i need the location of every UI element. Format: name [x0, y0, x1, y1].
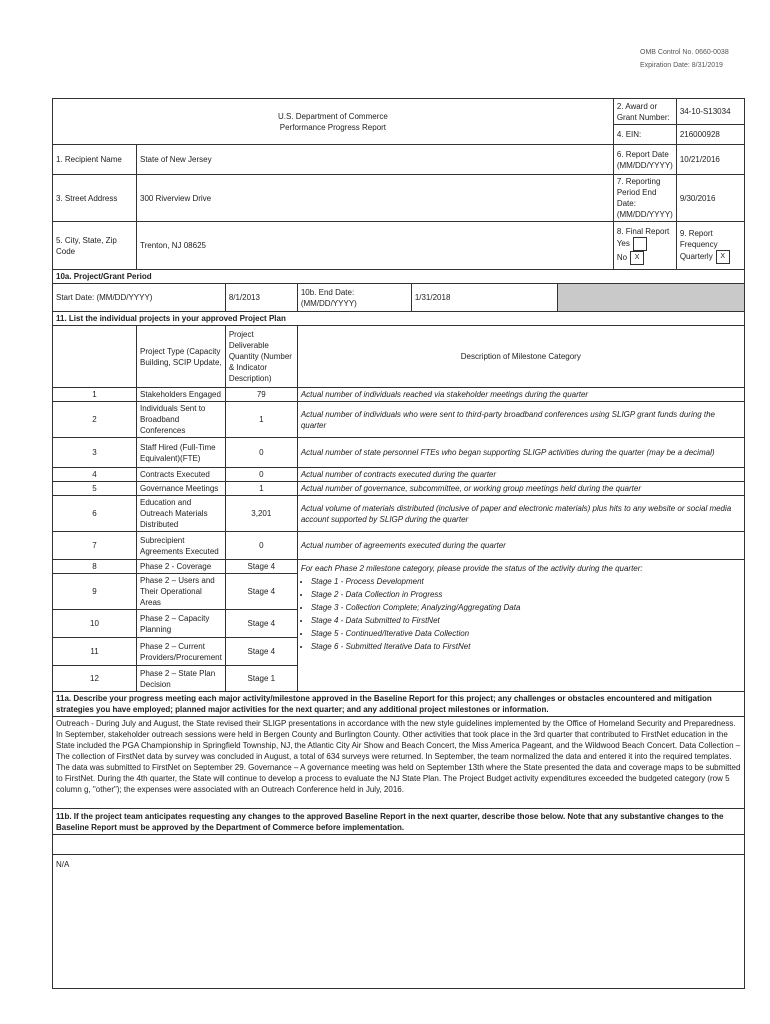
stage-item: • Stage 6 - Submitted Iterative Data to FirstNet	[311, 641, 741, 652]
project-number: 9	[53, 574, 137, 610]
project-type: Subrecipient Agreements Executed	[137, 532, 226, 560]
table-row	[53, 482, 745, 496]
project-number: 3	[53, 438, 137, 468]
section-11b-title: 11b. If the project team anticipates requesting any changes to the approved Baseline Report in the next quarter, describe those below. Note that any substantive changes to the Baseline Report must be approved by the Department of Commerce before implementation.	[53, 809, 745, 835]
grant-period-label: 10a. Project/Grant Period	[53, 270, 745, 284]
ein-value: 216000928	[676, 125, 744, 145]
department-name: U.S. Department of Commerce	[278, 111, 388, 121]
project-type: Governance Meetings	[137, 482, 226, 496]
report-frequency	[676, 222, 744, 270]
project-number: 1	[53, 388, 137, 402]
project-description: Actual number of governance, subcommittee, or working group meetings held during the quarter	[297, 482, 744, 496]
project-description: Actual number of individuals who were sent to third-party broadband conferences using SLIGP grant funds during the quarter	[297, 402, 744, 438]
phase2-intro: For each Phase 2 milestone category, please provide the status of the activity during the quarter:	[300, 564, 643, 573]
no-label: No	[616, 253, 628, 263]
start-date-label: Start Date: (MM/DD/YYYY)	[53, 284, 226, 312]
project-number: 4	[53, 468, 137, 482]
ein-label: 4. EIN:	[613, 125, 676, 145]
project-type: Contracts Executed	[137, 468, 226, 482]
stage-item: • Stage 4 - Data Submitted to FirstNet	[311, 615, 741, 626]
project-quantity: 1	[225, 402, 297, 438]
phase2-description	[297, 560, 744, 692]
project-quantity: 3,201	[225, 496, 297, 532]
report-header	[53, 99, 614, 145]
recipient-name-value: State of New Jersey	[137, 145, 614, 175]
street-address-label: 3. Street Address	[53, 175, 137, 222]
stage-item: • Stage 2 - Data Collection in Progress	[311, 589, 741, 600]
stage-item: • Stage 3 - Collection Complete; Analyzing/Aggregating Data	[311, 602, 741, 613]
project-number: 6	[53, 496, 137, 532]
section-11b-body: N/A	[53, 855, 745, 989]
reporting-period-label: 7. Reporting Period End Date: (MM/DD/YYYY)	[613, 175, 676, 222]
final-report-label: 8. Final Report	[616, 227, 670, 236]
section-11-title: 11. List the individual projects in your approved Project Plan	[53, 312, 745, 326]
project-number: 10	[53, 610, 137, 638]
section-11a-title: 11a. Describe your progress meeting each major activity/milestone approved in the Baseline Report for this project; any challenges or obstacles encountered and mitigation strategies you have employed; planned major activities for the next quarter; and any additional project milestones or information.	[53, 692, 745, 717]
project-description: Actual number of individuals reached via stakeholder meetings during the quarter	[297, 388, 744, 402]
project-type: Stakeholders Engaged	[137, 388, 226, 402]
city-state-zip-value: Trenton, NJ 08625	[137, 222, 614, 270]
project-quantity: 79	[225, 388, 297, 402]
table-row	[53, 532, 745, 560]
award-number-label: 2. Award or Grant Number:	[613, 99, 676, 125]
project-type: Phase 2 – Capacity Planning	[137, 610, 226, 638]
project-description: Actual number of state personnel FTEs who began supporting SLIGP activities during the quarter (may be a decimal)	[297, 438, 744, 468]
project-type-header: Project Type (Capacity Building, SCIP Update,	[137, 326, 226, 388]
project-type: Phase 2 – Current Providers/Procurement	[137, 638, 226, 666]
report-frequency-label: 9. Report Frequency	[679, 228, 718, 249]
final-report	[613, 222, 676, 270]
project-description: Actual number of contracts executed during the quarter	[297, 468, 744, 482]
project-type: Phase 2 – Users and Their Operational Areas	[137, 574, 226, 610]
project-quantity: 1	[225, 482, 297, 496]
street-address-value: 300 Riverview Drive	[137, 175, 614, 222]
project-quantity: Stage 4	[225, 574, 297, 610]
city-state-zip-label: 5. City, State, Zip Code	[53, 222, 137, 270]
table-row	[53, 496, 745, 532]
quarterly-checkbox[interactable]: X	[716, 250, 730, 264]
project-quantity: Stage 4	[225, 560, 297, 574]
omb-info	[640, 46, 729, 72]
table-row	[53, 402, 745, 438]
omb-control: OMB Control No. 0660-0038	[640, 49, 729, 56]
milestone-description-header: Description of Milestone Category	[297, 326, 744, 388]
shaded-area	[557, 284, 744, 312]
project-type: Education and Outreach Materials Distributed	[137, 496, 226, 532]
project-number: 7	[53, 532, 137, 560]
omb-expiration: Expiration Date: 8/31/2019	[640, 62, 723, 69]
project-type: Phase 2 - Coverage	[137, 560, 226, 574]
report-date-value: 10/21/2016	[676, 145, 744, 175]
table-row	[53, 468, 745, 482]
start-date-value-cell	[225, 284, 297, 312]
project-type: Individuals Sent to Broadband Conferences	[137, 402, 226, 438]
project-type: Phase 2 – State Plan Decision	[137, 666, 226, 692]
end-date-label: 10b. End Date: (MM/DD/YYYY)	[297, 284, 411, 312]
start-date: 8/1/2013	[228, 293, 260, 302]
frequency-value: Quarterly	[679, 251, 713, 261]
section-11b-spacer	[53, 835, 745, 855]
project-number: 8	[53, 560, 137, 574]
stage-item: • Stage 1 - Process Development	[311, 576, 741, 587]
project-number-header	[53, 326, 137, 388]
project-quantity: Stage 1	[225, 666, 297, 692]
report-title: Performance Progress Report	[279, 122, 387, 132]
project-quantity: 0	[225, 532, 297, 560]
yes-checkbox[interactable]	[633, 237, 647, 251]
stage-item: • Stage 5 - Continued/Iterative Data Collection	[311, 628, 741, 639]
project-quantity: Stage 4	[225, 610, 297, 638]
reporting-period-value: 9/30/2016	[676, 175, 744, 222]
project-quantity: 0	[225, 438, 297, 468]
end-date-value: 1/31/2018	[411, 284, 557, 312]
table-row	[53, 438, 745, 468]
table-row	[53, 388, 745, 402]
award-number-value: 34-10-S13034	[676, 99, 744, 125]
project-description: Actual volume of materials distributed (inclusive of paper and electronic materials) plus hits to any website or social media account supported by SLIGP during the quarter	[297, 496, 744, 532]
project-number: 11	[53, 638, 137, 666]
report-date-label: 6. Report Date (MM/DD/YYYY)	[613, 145, 676, 175]
recipient-name-label: 1. Recipient Name	[53, 145, 137, 175]
section-11a-body: Outreach - During July and August, the State revised their SLIGP presentations in accordance with the new style guidelines implemented by the Office of Homeland Security and Preparedness. In September, stakeholder outreach sessions were held in Bergen County and Burlington County. Other activities that took place in the 3rd quarter that contributed to FirstNet education in the State included the PGA Championship in Springfield Township, NJ, the Atlantic City Air Show and Beach Concert, the Miss America Pageant, and the Wildwood Beach Concert. Data Collection – The collection of FirstNet data by survey was concluded in August, a total of 634 surveys were returned. In September, the team normalized the data and entered it into the required templates. The data was submitted to FirstNet on September 29. Governance – A governance meeting was held on September 13th where the State presented the data and coverage maps to be submitted to FirstNet. During the 4th quarter, the State will continue to develop a process to evaluate the NJ State Plan. The Project Budget activity expenditures exceeded the budgeted category (row 5 column g, "other"); the expenses were associated with an Outreach Conference held in July, 2016.	[53, 717, 745, 809]
project-type: Staff Hired (Full-Time Equivalent)(FTE)	[137, 438, 226, 468]
project-number: 2	[53, 402, 137, 438]
deliverable-quantity-header: Project Deliverable Quantity (Number & Indicator Description)	[225, 326, 297, 388]
project-number: 5	[53, 482, 137, 496]
table-row	[53, 560, 745, 574]
progress-report-form	[52, 98, 745, 989]
yes-label: Yes	[616, 239, 630, 249]
project-quantity: 0	[225, 468, 297, 482]
project-description: Actual number of agreements executed during the quarter	[297, 532, 744, 560]
project-number: 12	[53, 666, 137, 692]
no-checkbox[interactable]: X	[630, 251, 644, 265]
phase2-stage-list	[301, 576, 741, 652]
project-quantity: Stage 4	[225, 638, 297, 666]
